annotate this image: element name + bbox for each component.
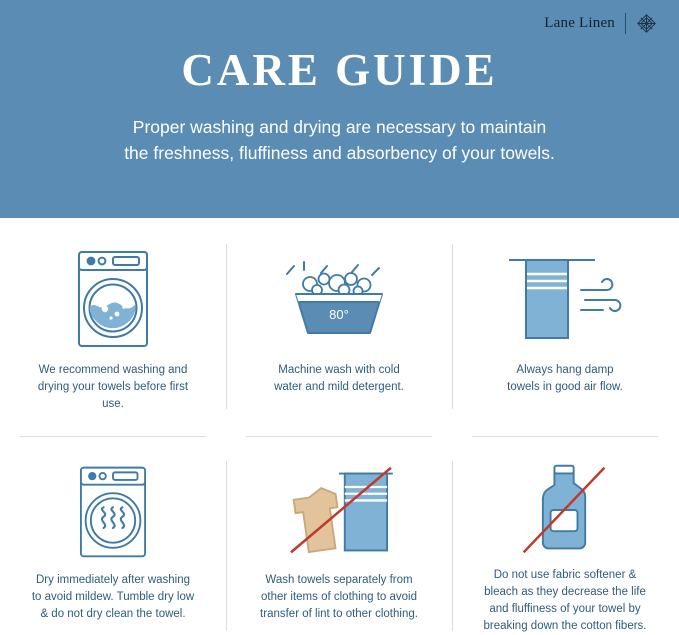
tip-card-1 [0, 218, 226, 436]
tip-caption-5 [246, 572, 432, 623]
subtitle-line-1: Proper washing and drying are necessary to maintain [132, 117, 547, 137]
caption-line: water and mild detergent. [274, 381, 404, 393]
caption-line: towels in good air flow. [507, 381, 623, 393]
caption-line: drying your towels before first [37, 381, 189, 393]
diamond-knot-logo-icon [636, 13, 657, 34]
brand-name: Lane Linen [544, 15, 615, 31]
caption-line: Wash towels separately from [265, 574, 413, 586]
page-subtitle [0, 114, 679, 166]
caption-line: to avoid mildew. Tumble dry low [31, 591, 195, 603]
washing-machine-with-water-icon [67, 240, 159, 358]
tip-caption-6 [472, 567, 658, 635]
tip-caption-3 [472, 362, 658, 396]
caption-line: Machine wash with cold [278, 364, 400, 376]
no-fabric-softener-icon [510, 456, 620, 563]
tip-card-5 [226, 436, 452, 635]
caption-line: breaking down the cotton fibers. [483, 620, 647, 632]
tumble-dryer-icon [67, 456, 159, 568]
caption-line: & do not dry clean the towel. [40, 608, 186, 620]
hanging-towel-airflow-icon [499, 240, 631, 358]
caption-line: transfer of lint to other clothing. [260, 608, 418, 620]
tip-card-2 [226, 218, 452, 436]
page-title: CARE GUIDE [181, 45, 498, 95]
caption-line: Dry immediately after washing [35, 574, 191, 586]
header-banner [0, 0, 679, 218]
subtitle-line-2: the freshness, fluffiness and absorbency of your towels. [124, 143, 555, 163]
tip-caption-1 [20, 362, 206, 413]
caption-line: Always hang damp [516, 364, 614, 376]
tip-caption-2 [246, 362, 432, 396]
caption-line: Do not use fabric softener & [493, 569, 637, 581]
temperature-badge-text: 80° [329, 307, 349, 322]
brand-lockup [544, 13, 657, 34]
no-mixed-laundry-icon [273, 456, 405, 568]
tip-card-4 [0, 436, 226, 635]
wash-basin-temperature-icon [280, 240, 398, 358]
caption-line: use. [102, 398, 124, 410]
caption-line: and fluffiness of your towel by [489, 603, 641, 615]
tip-caption-4 [20, 572, 206, 623]
brand-divider [625, 13, 626, 34]
caption-line: bleach as they decrease the life [484, 586, 646, 598]
tip-card-6 [452, 436, 678, 635]
caption-line: We recommend washing and [38, 364, 188, 376]
tip-card-3 [452, 218, 678, 436]
tips-grid [0, 218, 679, 635]
caption-line: other items of clothing to avoid [261, 591, 417, 603]
